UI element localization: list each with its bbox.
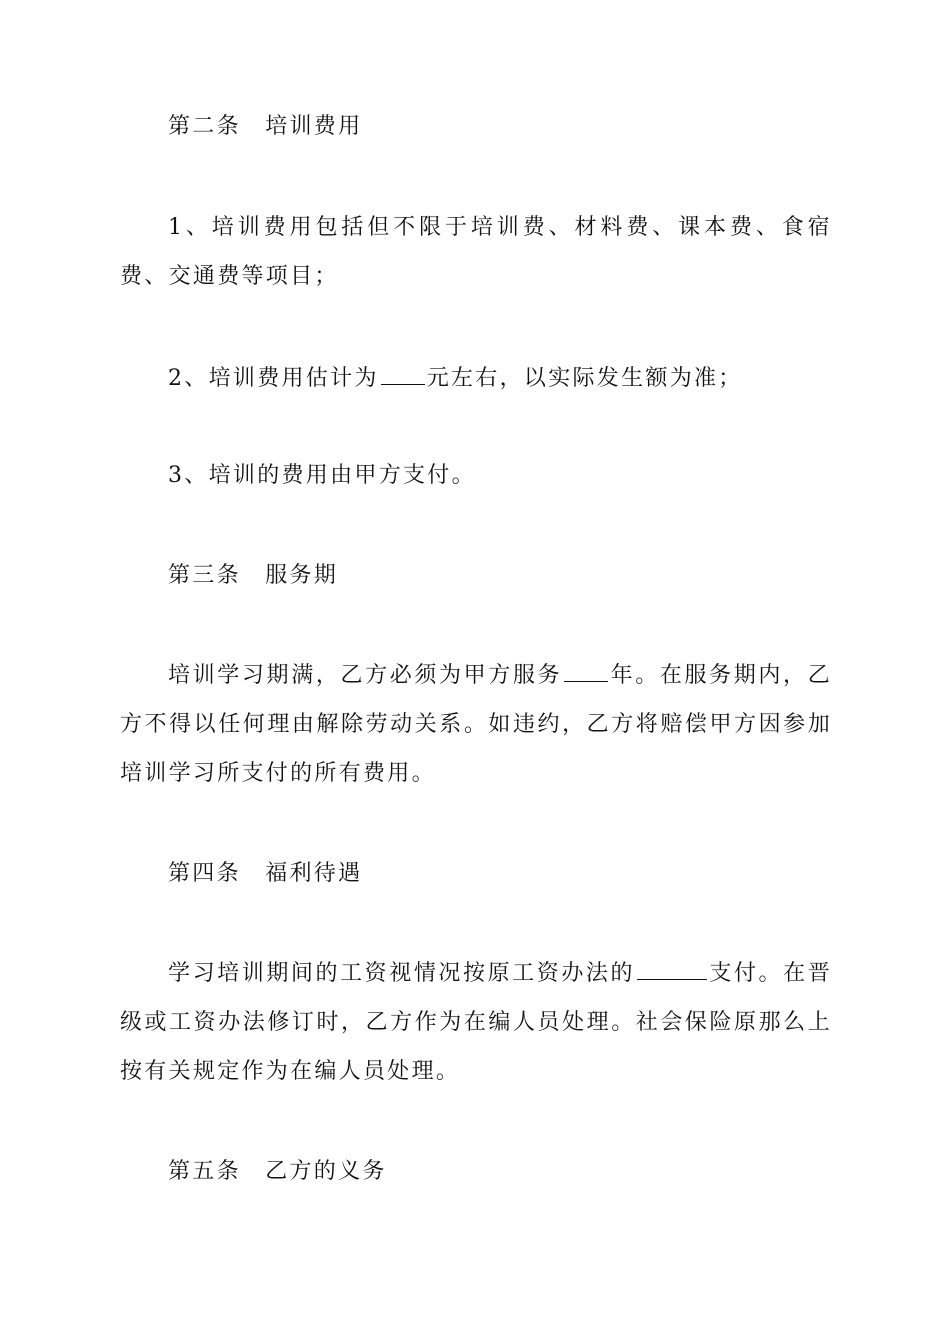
article-4-text-b: 支付。在晋级或工资办法修订时，乙方作为在编人员处理。社会保险原那么上按有关规定作为在编人员处理。 bbox=[120, 961, 832, 1084]
document-page bbox=[120, 0, 832, 1344]
service-years-blank bbox=[564, 663, 608, 682]
article-3-paragraph bbox=[120, 651, 832, 798]
article-2-item-2 bbox=[120, 354, 880, 403]
fee-amount-blank bbox=[381, 366, 425, 385]
article-4-paragraph bbox=[120, 949, 832, 1096]
article-2-item-1: 1、培训费用包括但不限于培训费、材料费、课本费、食宿费、交通费等项目； bbox=[120, 215, 832, 289]
article-2-item-3: 3、培训的费用由甲方支付。 bbox=[168, 463, 476, 488]
item-2-text-b: 元左右，以实际发生额为准； bbox=[426, 366, 743, 391]
salary-ratio-blank bbox=[637, 961, 707, 980]
article-2-heading: 第二条 培训费用 bbox=[168, 114, 363, 139]
item-2-text-a: 2、培训费用估计为 bbox=[168, 366, 379, 391]
article-3-text-a: 培训学习期满，乙方必须为甲方服务 bbox=[168, 663, 563, 688]
article-4-heading: 第四条 福利待遇 bbox=[168, 861, 363, 886]
article-5-heading: 第五条 乙方的义务 bbox=[168, 1159, 387, 1184]
article-3-heading: 第三条 服务期 bbox=[168, 563, 339, 588]
article-4-text-a: 学习培训期间的工资视情况按原工资办法的 bbox=[168, 961, 636, 986]
article-3-text-b: 年。在服务期内，乙方不得以任何理由解除劳动关系。如违约，乙方将赔偿甲方因参加培训学习所支付的所有费用。 bbox=[120, 663, 832, 786]
